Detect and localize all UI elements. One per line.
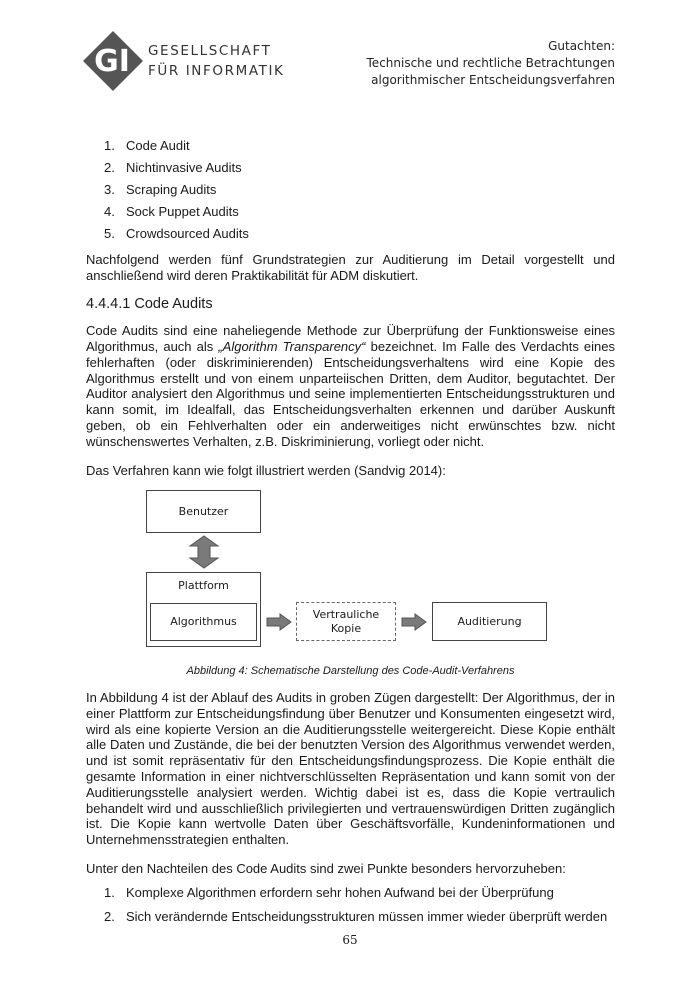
logo-text (148, 41, 284, 81)
list-item (86, 885, 615, 901)
list-number: 1. (104, 138, 115, 153)
list-text: Scraping Audits (126, 181, 217, 197)
logo-line2: FÜR INFORMATIK (148, 63, 285, 79)
paragraph-illustration: Das Verfahren kann wie folgt illustriert werden (Sandvig 2014): (86, 462, 446, 478)
paragraph-audit-flow: In Abbildung 4 ist der Ablauf des Audits in groben Zügen dargestellt: Der Algorithmus, der in einer Plattform zur Entscheidungsfindung über Benutzer und Konsumenten eingesetzt wird, wird als eine kopierte Version an die Auditierungsstelle weitergereicht. Diese Kopie enthält alle Daten und Zustände, die bei der benutzten Version des Algorithmus verwendet werden, und ist somit repräsentativ für den Entscheidungsfindungsprozess. Die Kopie enthält die gesamte Information in einer nichtverschlüsselten Repräsentation und kann somit von der Auditierungsstelle analysiert werden. Wichtig dabei ist es, dass die Kopie vertraulich behandelt wird und ausschließlich privilegierten und vertrauenswürdigen Dritten zugänglich ist. Die Kopie kann wertvolle Daten über Geschäftsvorfälle, Kundeninformationen und Unternehmensstrategien enthalten. (86, 690, 615, 848)
section-heading: 4.4.4.1 Code Audits (86, 296, 213, 313)
list-number: 3. (104, 181, 115, 197)
para1-before: Code Audits sind eine naheliegende Methode zur Überprüfung der Funktionsweise eines Algorithmus, auch als (86, 323, 615, 354)
gi-logo (82, 30, 285, 92)
para1-after: bezeichnet. Im Falle des Verdachts eines fehlerhaften (oder diskriminierenden) Entscheidungsverhaltens wird eine Kopie des Algorithmus erstellt und von einem unparteiischen Dritten, dem Auditor, begutachtet. Der Auditor analysiert den Algorithmus und seine implementierten Entscheidungsstrukturen und kann somit, im Idealfall, das Entscheidungsverhalten erkennen und darüber Auskunft geben, ob ein Fehlverhalten oder ein anderweitiges nicht erwünschtes bzw. nicht wünschenswertes Verhalten, z.B. Diskriminierung, vorliegt oder nicht. (86, 338, 615, 449)
list-item (86, 160, 615, 176)
list-text: Crowdsourced Audits (126, 225, 249, 241)
algorithmus-label: Algorithmus (170, 615, 237, 629)
plattform-label: Plattform (178, 579, 229, 593)
arrow-right-icon (266, 613, 292, 631)
logo-line1: GESELLSCHAFT (148, 43, 272, 59)
arrow-right-icon (401, 613, 427, 631)
list-text: Komplexe Algorithmen erfordern sehr hohen Aufwand bei der Überprüfung (126, 884, 554, 900)
page-number: 65 (342, 933, 358, 947)
list-number: 2. (104, 908, 115, 924)
auditierung-box (432, 602, 547, 641)
list-number: 5. (104, 225, 115, 241)
list-number: 4. (104, 203, 115, 219)
bidirectional-arrow-icon (188, 535, 220, 569)
list-item (86, 909, 615, 925)
header-line3: algorithmischer Entscheidungsverfahren (371, 73, 615, 87)
list-item (86, 226, 615, 242)
disadvantages-list (86, 885, 615, 925)
figure-caption: Abbildung 4: Schematische Darstellung des Code-Audit-Verfahrens (186, 665, 515, 678)
benutzer-label: Benutzer (178, 504, 229, 518)
audit-strategy-list (86, 138, 615, 242)
list-text: Code Audit (126, 138, 190, 153)
auditierung-label: Auditierung (457, 614, 522, 628)
list-number: 2. (104, 159, 115, 175)
header-line1: Gutachten: (548, 39, 615, 53)
kopie-label-line1: Vertrauliche (312, 607, 380, 621)
gi-logo-icon (82, 30, 144, 92)
svg-text:GI: GI (94, 44, 130, 79)
para1-emphasis: „Algorithm Transparency“ (218, 338, 366, 354)
intro-paragraph: Nachfolgend werden fünf Grundstrategien zur Auditierung im Detail vorgestellt und anschließend wird deren Praktikabilität für ADM diskutiert. (86, 251, 615, 283)
paragraph-disadvantages: Unter den Nachteilen des Code Audits sind zwei Punkte besonders hervorzuheben: (86, 861, 566, 877)
list-text: Nichtinvasive Audits (126, 159, 242, 175)
header-title (367, 38, 615, 89)
paragraph-code-audits (86, 323, 615, 449)
list-text: Sock Puppet Audits (126, 203, 239, 219)
algorithmus-box (150, 603, 257, 641)
list-text: Sich verändernde Entscheidungsstrukturen müssen immer wieder überprüft werden (126, 908, 608, 924)
benutzer-box (146, 490, 261, 533)
kopie-label-line2: Kopie (330, 621, 362, 635)
vertrauliche-kopie-box (296, 602, 396, 641)
header-line2: Technische und rechtliche Betrachtungen (366, 56, 615, 70)
list-item (86, 138, 615, 154)
page-content (86, 138, 615, 932)
code-audit-diagram (86, 490, 615, 660)
list-item (86, 204, 615, 220)
list-item (86, 182, 615, 198)
list-number: 1. (104, 884, 115, 900)
